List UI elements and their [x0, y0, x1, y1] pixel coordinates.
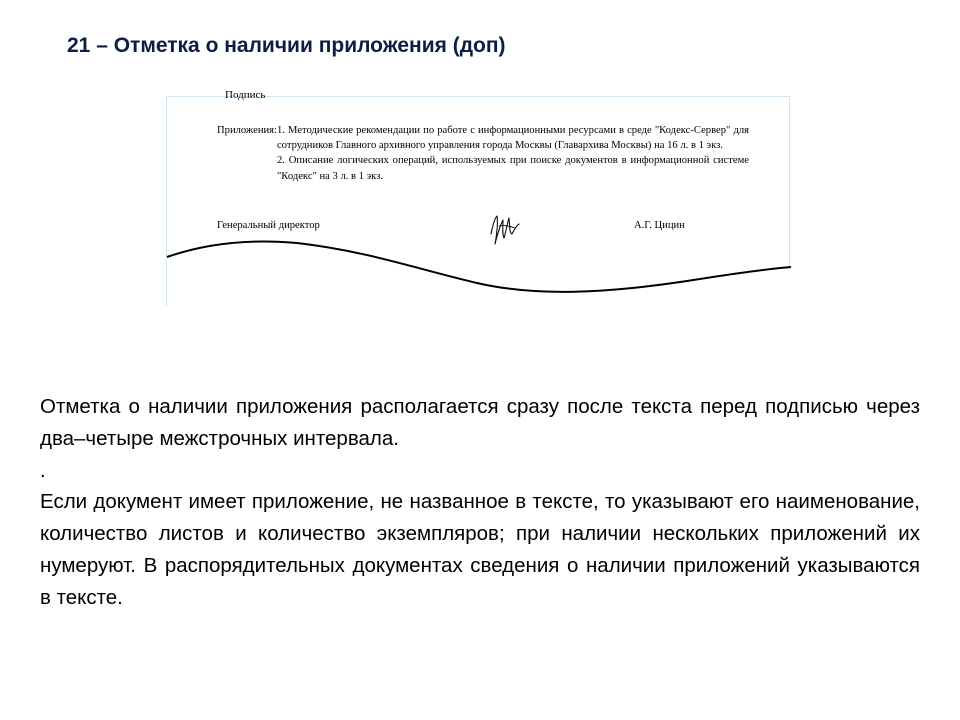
body-text [40, 391, 920, 614]
document-excerpt-image [166, 89, 790, 306]
appendix-label: Приложения: [217, 125, 277, 136]
body-paragraph-2: Если документ имеет приложение, не названное в тексте, то указывают его наименование, количество листов и количество экземпляров; при наличии нескольких приложений их нумеруют. В распорядительных документах сведения о наличии приложений указываются в тексте. [40, 490, 920, 609]
page-torn-edge [167, 97, 791, 307]
signature-name: А.Г. Цицин [634, 220, 685, 231]
signature-position: Генеральный директор [217, 220, 320, 231]
appendix-item-2: 2. Описание логических операций, используемых при поиске документов в информационной системе "Кодекс" на 3 л. в 1 экз. [276, 155, 749, 182]
slide-title: 21 – Отметка о наличии приложения (доп) [67, 34, 506, 57]
body-paragraph-1: Отметка о наличии приложения располагается сразу после текста перед подписью через два–четыре межстрочных интервала. [40, 395, 920, 450]
body-separator: . [40, 458, 46, 482]
document-cut-top-text: Подпись [225, 89, 266, 101]
appendix-item-1: 1. Методические рекомендации по работе с информационными ресурсами в среде "Кодекс-Сервер" для сотрудников Главного архивного управления города Москвы (Главархива Москвы) на 16 л. в 1 экз. [276, 125, 749, 152]
